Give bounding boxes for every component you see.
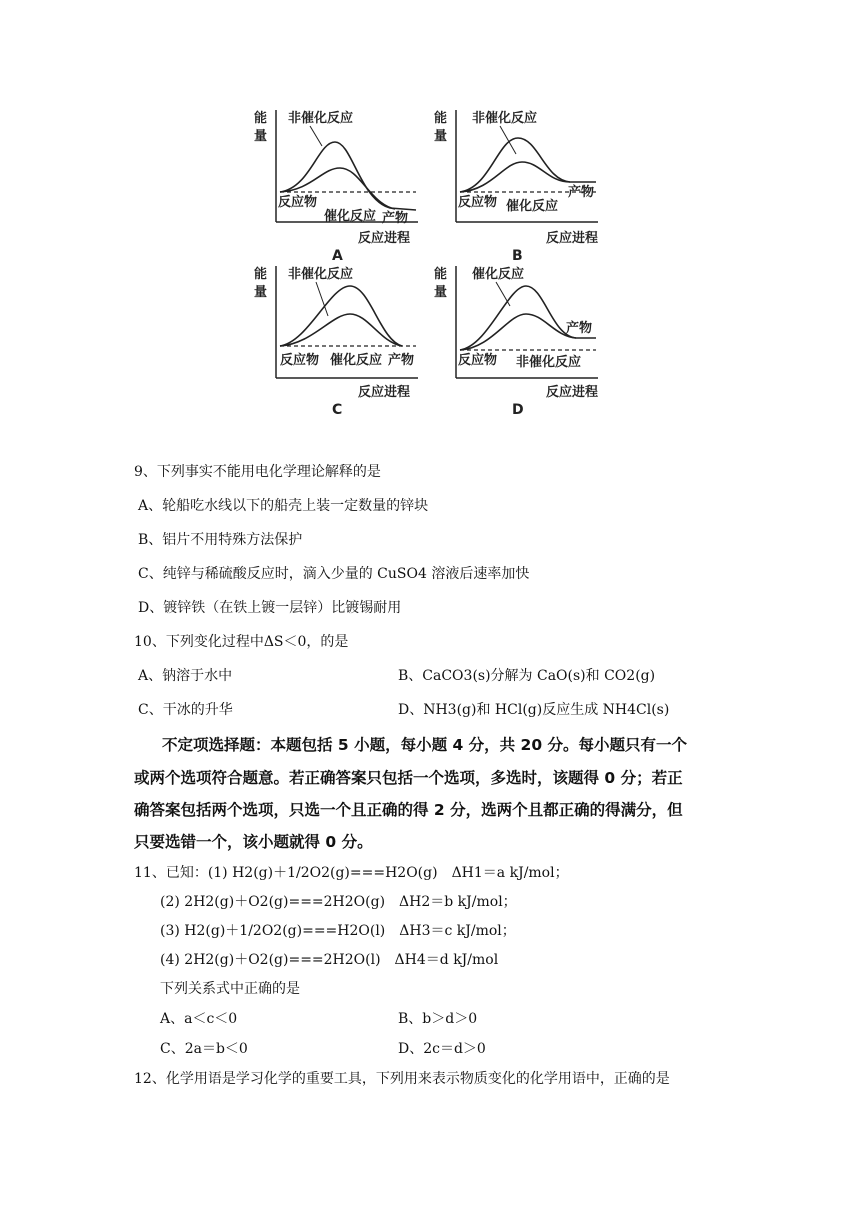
label-mid: 催化反应 [324, 209, 377, 224]
q10-option-c: C、干冰的升华 [138, 702, 233, 718]
axis-y-label-1: 能 [254, 267, 268, 282]
q11-eq3: (3) H2(g)＋1/2O2(g)===H2O(l) ΔH3＝c kJ/mol； [160, 923, 516, 939]
section-line-4: 只要选错一个，该小题就得 0 分。 [134, 833, 373, 851]
q11-eq2: (2) 2H2(g)＋O2(g)===2H2O(g) ΔH2＝b kJ/mol； [160, 894, 517, 910]
q10-option-d: D、NH3(g)和 HCl(g)反应生成 NH4Cl(s) [398, 702, 670, 718]
label-top: 非催化反应 [472, 111, 538, 126]
label-mid: 非催化反应 [516, 355, 582, 370]
axis-y-label-2: 量 [254, 285, 268, 300]
q12-stem: 12、化学用语是学习化学的重要工具，下列用来表示物质变化的化学用语中，正确的是 [134, 1071, 670, 1087]
q11-option-c: C、2a＝b＜0 [160, 1041, 248, 1057]
axis-y-label-2: 量 [254, 129, 268, 144]
label-mid: 催化反应 [330, 353, 383, 368]
axis-x-label: 反应进程 [358, 385, 411, 400]
diagram-b [434, 110, 598, 264]
diagram-c [254, 266, 418, 418]
axis-x-label: 反应进程 [546, 231, 599, 246]
q11-stem: 11、已知：(1) H2(g)＋1/2O2(g)===H2O(g) ΔH1＝a kJ/mol； [134, 865, 569, 881]
diagram-letter: B [512, 248, 523, 264]
label-product: 产物 [566, 321, 593, 336]
q11-option-b: B、b＞d＞0 [398, 1011, 478, 1027]
q9-option-d: D、镀锌铁（在铁上镀一层锌）比镀锡耐用 [138, 600, 402, 616]
axis-x-label: 反应进程 [546, 385, 599, 400]
axis-y-label-2: 量 [434, 129, 448, 144]
diagram-d [434, 266, 598, 418]
label-reactant: 反应物 [280, 353, 320, 368]
diagram-letter: D [512, 402, 524, 418]
q11-eq4: (4) 2H2(g)＋O2(g)===2H2O(l) ΔH4＝d kJ/mol [160, 952, 499, 968]
label-product: 产物 [388, 353, 415, 368]
section-line-1: 不定项选择题：本题包括 5 小题，每小题 4 分，共 20 分。每小题只有一个 [162, 736, 688, 754]
section-line-3: 确答案包括两个选项，只选一个且正确的得 2 分，选两个且都正确的得满分，但 [134, 801, 683, 819]
axis-y-label-1: 能 [434, 267, 448, 282]
axis-x-label: 反应进程 [358, 231, 411, 246]
q10-option-a: A、钠溶于水中 [138, 668, 233, 684]
q11-ask: 下列关系式中正确的是 [160, 981, 300, 997]
q10-option-b: B、CaCO3(s)分解为 CaO(s)和 CO2(g) [398, 668, 656, 684]
label-mid: 催化反应 [506, 199, 559, 214]
label-product: 产物 [382, 211, 409, 226]
label-product: 产物 [568, 185, 595, 200]
axis-y-label-1: 能 [254, 111, 268, 126]
axis-y-label-1: 能 [434, 111, 448, 126]
q9-option-c: C、纯锌与稀硫酸反应时，滴入少量的 CuSO4 溶液后速率加快 [138, 566, 530, 582]
label-top: 非催化反应 [288, 111, 354, 126]
q11-option-d: D、2c＝d＞0 [398, 1041, 486, 1057]
diagram-letter: A [332, 248, 343, 264]
section-line-2: 或两个选项符合题意。若正确答案只包括一个选项，多选时，该题得 0 分；若正 [134, 769, 683, 787]
q9-stem: 9、下列事实不能用电化学理论解释的是 [134, 464, 381, 480]
diagram-letter: C [332, 402, 343, 418]
label-reactant: 反应物 [278, 195, 318, 210]
label-reactant: 反应物 [458, 195, 498, 210]
label-top: 催化反应 [472, 267, 525, 282]
energy-diagrams [240, 100, 620, 420]
q11-option-a: A、a＜c＜0 [160, 1011, 238, 1027]
q9-option-a: A、轮船吃水线以下的船壳上装一定数量的锌块 [138, 498, 429, 514]
label-top: 非催化反应 [288, 267, 354, 282]
q9-option-b: B、铝片不用特殊方法保护 [138, 532, 303, 548]
diagram-a [254, 110, 418, 264]
label-reactant: 反应物 [458, 353, 498, 368]
axis-y-label-2: 量 [434, 285, 448, 300]
q10-stem: 10、下列变化过程中ΔS＜0，的是 [134, 634, 349, 650]
